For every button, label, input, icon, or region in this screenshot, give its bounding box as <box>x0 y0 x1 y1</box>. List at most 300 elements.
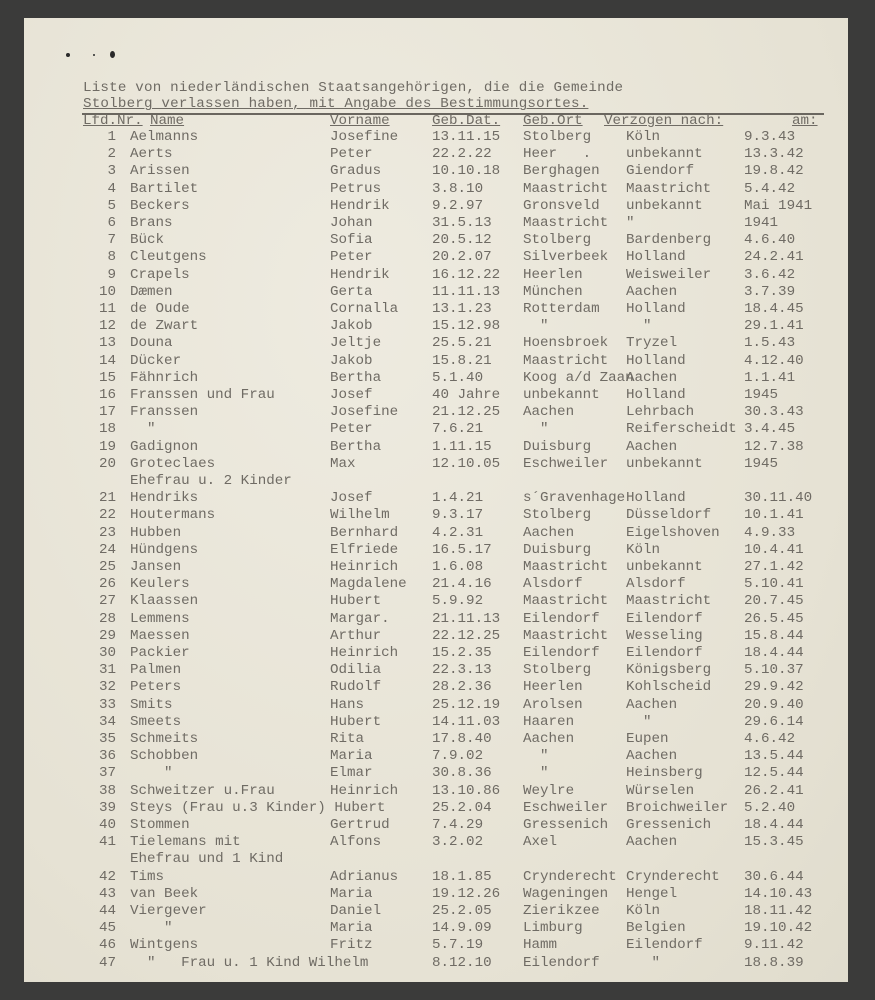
row-geb-ort: Duisburg <box>523 541 592 558</box>
row-geb-ort: Hamm <box>523 937 558 954</box>
table-row <box>0 370 875 387</box>
row-verzogen-nach: unbekannt <box>626 197 703 214</box>
row-name: Fähnrich <box>130 369 199 386</box>
row-verzogen-nach: Köln <box>626 541 661 558</box>
table-row <box>0 697 875 714</box>
row-verzogen-nach: Wesseling <box>626 627 703 644</box>
row-vorname: Petrus <box>330 180 382 197</box>
row-number: 45 <box>98 920 116 937</box>
row-verzogen-nach: unbekannt <box>626 146 703 163</box>
row-geb-ort: Aachen <box>523 524 575 541</box>
row-number: 12 <box>98 318 116 335</box>
header-geb-ort: Geb.Ort <box>523 113 583 129</box>
table-row <box>0 714 875 731</box>
row-note <box>0 851 875 868</box>
row-geb-ort: Maastricht <box>523 352 609 369</box>
row-geb-dat: 9.3.17 <box>432 507 484 524</box>
row-vorname: Jeltje <box>330 335 382 352</box>
row-name: Aelmanns <box>130 129 199 145</box>
row-vorname: Josefine <box>330 404 399 421</box>
row-vorname: Hans <box>330 696 365 713</box>
row-verzogen-nach: Hengel <box>626 885 678 902</box>
table-row <box>0 163 875 180</box>
row-am: 14.10.43 <box>744 885 813 902</box>
row-number: 21 <box>98 490 116 507</box>
row-geb-dat: 5.7.19 <box>432 937 484 954</box>
row-geb-ort: Hoensbroek <box>523 335 609 352</box>
row-geb-dat: 11.11.13 <box>432 283 501 300</box>
row-name: Schweitzer u.Frau <box>130 782 275 799</box>
row-number: 34 <box>98 713 116 730</box>
row-name: van Beek <box>130 885 199 902</box>
row-verzogen-nach: Köln <box>626 129 661 145</box>
row-am: 4.6.42 <box>744 731 796 747</box>
row-geb-dat: 15.12.98 <box>432 318 501 335</box>
row-geb-ort: Koog a/d Zaan <box>523 369 634 386</box>
row-verzogen-nach: Köln <box>626 903 661 919</box>
row-name: Tims <box>130 868 165 885</box>
row-vorname: Johan <box>330 215 373 231</box>
row-verzogen-nach: Eigelshoven <box>626 524 720 541</box>
row-geb-ort: Weylre <box>523 782 575 799</box>
row-am: 20.7.45 <box>744 593 804 610</box>
row-name: Bartilet <box>130 180 199 197</box>
row-geb-dat: 14.9.09 <box>432 920 492 937</box>
row-verzogen-nach: Aachen <box>626 369 678 386</box>
row-am: 10.1.41 <box>744 507 804 524</box>
table-row <box>0 129 875 146</box>
table-row <box>0 215 875 232</box>
row-number: 19 <box>98 438 116 455</box>
row-number: 43 <box>98 885 116 902</box>
row-geb-dat: 5.9.92 <box>432 593 484 610</box>
table-row <box>0 387 875 404</box>
row-number: 47 <box>98 954 116 971</box>
row-vorname: Max <box>330 455 356 472</box>
row-number: 7 <box>107 232 116 249</box>
row-geb-dat: 22.12.25 <box>432 627 501 644</box>
row-number: 30 <box>98 645 116 661</box>
row-am: 10.4.41 <box>744 541 804 558</box>
row-vorname: Margar. <box>330 610 390 627</box>
header-verzogen: Verzogen nach: <box>604 113 724 129</box>
table-row <box>0 679 875 696</box>
row-am: 5.2.40 <box>744 799 796 816</box>
row-verzogen-nach: Aachen <box>626 748 678 765</box>
row-number: 13 <box>98 335 116 352</box>
row-verzogen-nach: Holland <box>626 387 686 403</box>
table-row <box>0 146 875 163</box>
row-geb-dat: 13.1.23 <box>432 301 492 317</box>
table-row <box>0 937 875 954</box>
table-row <box>0 576 875 593</box>
table-row <box>0 456 875 473</box>
row-vorname: Rita <box>330 731 365 747</box>
row-vorname: Jakob <box>330 318 373 335</box>
row-geb-dat: 8.12.10 <box>432 954 492 971</box>
row-name: de Zwart <box>130 318 199 335</box>
row-vorname: Hubert <box>330 593 382 610</box>
row-geb-ort: Maastricht <box>523 627 609 644</box>
row-verzogen-nach: Holland <box>626 352 686 369</box>
row-name: Franssen <box>130 404 199 421</box>
row-number: 23 <box>98 524 116 541</box>
row-geb-ort: Maastricht <box>523 180 609 197</box>
row-number: 32 <box>98 679 116 696</box>
row-geb-ort: Maastricht <box>523 559 609 575</box>
row-geb-ort: Arolsen <box>523 696 583 713</box>
row-geb-dat: 1.11.15 <box>432 438 492 455</box>
row-am: 13.5.44 <box>744 748 804 765</box>
row-name: Klaassen <box>130 593 199 610</box>
row-geb-dat: 25.5.21 <box>432 335 492 352</box>
row-geb-ort: Axel <box>523 834 558 851</box>
row-geb-dat: 13.11.15 <box>432 129 501 145</box>
row-geb-dat: 40 Jahre <box>432 387 501 403</box>
row-vorname: Heinrich <box>330 782 399 799</box>
table-row <box>0 284 875 301</box>
table-row <box>0 628 875 645</box>
row-name: Schobben <box>130 748 199 765</box>
row-name: Hubben <box>130 524 182 541</box>
row-geb-ort: Heerlen <box>523 266 583 283</box>
row-vorname: Arthur <box>330 627 382 644</box>
row-name: Tielemans mit <box>130 834 241 851</box>
row-am: 29.9.42 <box>744 679 804 696</box>
row-number: 15 <box>98 369 116 386</box>
row-number: 8 <box>107 249 116 266</box>
table-row <box>0 593 875 610</box>
row-am: 1.5.43 <box>744 335 796 352</box>
row-verzogen-nach: " <box>626 318 652 335</box>
row-verzogen-nach: Weisweiler <box>626 266 712 283</box>
row-number: 9 <box>107 266 116 283</box>
row-am: 18.4.45 <box>744 301 804 317</box>
row-note-text: Ehefrau und 1 Kind <box>130 851 284 868</box>
table-row <box>0 267 875 284</box>
row-geb-dat: 1.6.08 <box>432 559 484 575</box>
row-geb-dat: 1.4.21 <box>432 490 484 507</box>
row-geb-ort: Alsdorf <box>523 576 583 593</box>
row-vorname: Sofia <box>330 232 373 249</box>
row-vorname: Maria <box>330 885 373 902</box>
row-am: 18.4.44 <box>744 817 804 833</box>
table-row <box>0 645 875 662</box>
row-verzogen-nach: " <box>626 954 661 971</box>
row-geb-dat: 22.2.22 <box>432 146 492 163</box>
row-geb-dat: 7.6.21 <box>432 421 484 438</box>
row-geb-ort: Crynderecht <box>523 868 617 885</box>
row-am: 20.9.40 <box>744 696 804 713</box>
row-verzogen-nach: unbekannt <box>626 559 703 575</box>
row-verzogen-nach: Düsseldorf <box>626 507 712 524</box>
table-row <box>0 301 875 318</box>
row-name: Maessen <box>130 627 190 644</box>
table-row <box>0 181 875 198</box>
table-row <box>0 525 875 542</box>
row-verzogen-nach: Eilendorf <box>626 937 703 954</box>
row-name: " <box>130 421 156 438</box>
row-name: Houtermans <box>130 507 216 524</box>
row-vorname: Hubert <box>330 713 382 730</box>
row-name: " <box>130 920 173 937</box>
document-title-line-1: Liste von niederländischen Staatsangehörigen, die die Gemeinde <box>83 80 624 96</box>
row-geb-dat: 15.8.21 <box>432 352 492 369</box>
row-geb-dat: 3.2.02 <box>432 834 484 851</box>
row-am: Mai 1941 <box>744 197 813 214</box>
row-number: 46 <box>98 937 116 954</box>
row-geb-dat: 21.11.13 <box>432 610 501 627</box>
row-verzogen-nach: Bardenberg <box>626 232 712 249</box>
row-geb-dat: 19.12.26 <box>432 885 501 902</box>
row-verzogen-nach: Kohlscheid <box>626 679 712 696</box>
row-am: 18.4.44 <box>744 645 804 661</box>
table-row <box>0 404 875 421</box>
row-verzogen-nach: Holland <box>626 301 686 317</box>
row-name: Lemmens <box>130 610 190 627</box>
row-name: Franssen und Frau <box>130 387 275 403</box>
row-number: 14 <box>98 352 116 369</box>
row-name: Stommen <box>130 817 190 833</box>
header-geb-dat: Geb.Dat. <box>432 113 501 129</box>
row-am: 19.10.42 <box>744 920 813 937</box>
row-vorname: Fritz <box>330 937 373 954</box>
row-number: 31 <box>98 662 116 679</box>
row-name: Crapels <box>130 266 190 283</box>
row-name: Hündgens <box>130 541 199 558</box>
row-geb-ort: Eschweiler <box>523 455 609 472</box>
row-number: 16 <box>98 387 116 403</box>
row-name: " Frau u. 1 Kind Wilhelm <box>130 954 369 971</box>
row-vorname: Heinrich <box>330 559 399 575</box>
row-vorname: Heinrich <box>330 645 399 661</box>
row-vorname: Gertrud <box>330 817 390 833</box>
row-geb-ort: Eilendorf <box>523 645 600 661</box>
row-am: 4.12.40 <box>744 352 804 369</box>
row-vorname: Maria <box>330 920 373 937</box>
row-name: Brans <box>130 215 173 231</box>
row-verzogen-nach: Würselen <box>626 782 695 799</box>
row-geb-dat: 9.2.97 <box>432 197 484 214</box>
table-row <box>0 559 875 576</box>
row-geb-dat: 7.9.02 <box>432 748 484 765</box>
row-am: 9.3.43 <box>744 129 796 145</box>
row-geb-ort: Heerlen <box>523 679 583 696</box>
table-row <box>0 507 875 524</box>
row-am: 30.6.44 <box>744 868 804 885</box>
row-geb-ort: Stolberg <box>523 232 592 249</box>
row-geb-ort: Aachen <box>523 731 575 747</box>
row-am: 9.11.42 <box>744 937 804 954</box>
row-vorname: Magdalene <box>330 576 407 593</box>
row-geb-ort: " <box>523 748 549 765</box>
row-number: 1 <box>107 129 116 145</box>
table-row <box>0 783 875 800</box>
row-number: 17 <box>98 404 116 421</box>
row-number: 28 <box>98 610 116 627</box>
row-verzogen-nach: Broichweiler <box>626 799 729 816</box>
row-verzogen-nach: Aachen <box>626 283 678 300</box>
row-verzogen-nach: Crynderecht <box>626 868 720 885</box>
row-verzogen-nach: Aachen <box>626 834 678 851</box>
row-vorname: Rudolf <box>330 679 382 696</box>
row-geb-ort: Rotterdam <box>523 301 600 317</box>
row-vorname: Odilia <box>330 662 382 679</box>
row-geb-ort: München <box>523 283 583 300</box>
row-geb-ort: Stolberg <box>523 507 592 524</box>
row-am: 12.7.38 <box>744 438 804 455</box>
row-geb-dat: 31.5.13 <box>432 215 492 231</box>
row-am: 1945 <box>744 387 779 403</box>
row-name: de Oude <box>130 301 190 317</box>
table-row <box>0 662 875 679</box>
row-geb-ort: Silverbeek <box>523 249 609 266</box>
row-name: Viergever <box>130 903 207 919</box>
table-row <box>0 542 875 559</box>
row-vorname: Peter <box>330 146 373 163</box>
row-name: Gadignon <box>130 438 199 455</box>
row-number: 29 <box>98 627 116 644</box>
row-am: 5.10.37 <box>744 662 804 679</box>
table-row <box>0 611 875 628</box>
row-geb-dat: 21.12.25 <box>432 404 501 421</box>
row-vorname: Bertha <box>330 369 382 386</box>
row-am: 1945 <box>744 455 779 472</box>
table-row <box>0 920 875 937</box>
row-geb-ort: Wageningen <box>523 885 609 902</box>
row-geb-dat: 14.11.03 <box>432 713 501 730</box>
row-verzogen-nach: Lehrbach <box>626 404 695 421</box>
row-vorname: Gradus <box>330 163 382 180</box>
row-am: 26.2.41 <box>744 782 804 799</box>
row-vorname: Hendrik <box>330 266 390 283</box>
row-number: 38 <box>98 782 116 799</box>
row-vorname: Adrianus <box>330 868 399 885</box>
row-name: Hendriks <box>130 490 199 507</box>
row-am: 12.5.44 <box>744 765 804 782</box>
row-name: Schmeits <box>130 731 199 747</box>
row-vorname: Josef <box>330 490 373 507</box>
row-name: Beckers <box>130 197 190 214</box>
row-am: 3.7.39 <box>744 283 796 300</box>
row-geb-ort: " <box>523 421 549 438</box>
row-geb-dat: 17.8.40 <box>432 731 492 747</box>
row-geb-dat: 25.2.04 <box>432 799 492 816</box>
row-number: 25 <box>98 559 116 575</box>
row-number: 10 <box>98 283 116 300</box>
row-geb-ort: Haaren <box>523 713 575 730</box>
row-am: 3.6.42 <box>744 266 796 283</box>
row-number: 4 <box>107 180 116 197</box>
header-name: Name <box>150 113 185 129</box>
row-geb-ort: Duisburg <box>523 438 592 455</box>
row-geb-dat: 28.2.36 <box>432 679 492 696</box>
row-vorname: Hendrik <box>330 197 390 214</box>
row-am: 24.2.41 <box>744 249 804 266</box>
row-number: 27 <box>98 593 116 610</box>
row-am: 27.1.42 <box>744 559 804 575</box>
row-name: Bück <box>130 232 165 249</box>
row-number: 22 <box>98 507 116 524</box>
row-number: 40 <box>98 817 116 833</box>
row-number: 5 <box>107 197 116 214</box>
row-name: Jansen <box>130 559 182 575</box>
table-row <box>0 198 875 215</box>
row-geb-ort: Limburg <box>523 920 583 937</box>
row-verzogen-nach: Belgien <box>626 920 686 937</box>
row-am: 15.3.45 <box>744 834 804 851</box>
row-geb-ort: s´Gravenhage <box>523 490 626 507</box>
row-verzogen-nach: Alsdorf <box>626 576 686 593</box>
row-geb-dat: 20.2.07 <box>432 249 492 266</box>
row-number: 35 <box>98 731 116 747</box>
row-name: Dücker <box>130 352 182 369</box>
row-geb-ort: Berghagen <box>523 163 600 180</box>
row-vorname: Peter <box>330 421 373 438</box>
row-am: 29.1.41 <box>744 318 804 335</box>
row-geb-dat: 30.8.36 <box>432 765 492 782</box>
table-row <box>0 318 875 335</box>
row-vorname: Wilhelm <box>330 507 390 524</box>
row-am: 15.8.44 <box>744 627 804 644</box>
row-name: Keulers <box>130 576 190 593</box>
row-vorname: Jakob <box>330 352 373 369</box>
row-am: 29.6.14 <box>744 713 804 730</box>
row-verzogen-nach: Eupen <box>626 731 669 747</box>
table-row <box>0 439 875 456</box>
row-vorname: Josefine <box>330 129 399 145</box>
row-geb-dat: 15.2.35 <box>432 645 492 661</box>
row-number: 6 <box>107 215 116 231</box>
table-row <box>0 834 875 851</box>
row-geb-ort: Aachen <box>523 404 575 421</box>
row-verzogen-nach: Eilendorf <box>626 645 703 661</box>
row-geb-dat: 13.10.86 <box>432 782 501 799</box>
row-vorname: Bernhard <box>330 524 399 541</box>
table-row <box>0 353 875 370</box>
row-verzogen-nach: Holland <box>626 249 686 266</box>
row-number: 33 <box>98 696 116 713</box>
row-vorname: Alfons <box>330 834 382 851</box>
row-geb-ort: Zierikzee <box>523 903 600 919</box>
row-geb-ort: Eilendorf <box>523 610 600 627</box>
row-am: 4.9.33 <box>744 524 796 541</box>
row-vorname: Maria <box>330 748 373 765</box>
row-vorname: Elmar <box>330 765 373 782</box>
row-verzogen-nach: " <box>626 713 652 730</box>
row-geb-dat: 10.10.18 <box>432 163 501 180</box>
table-row <box>0 232 875 249</box>
row-am: 26.5.45 <box>744 610 804 627</box>
row-name: Aerts <box>130 146 173 163</box>
row-geb-dat: 5.1.40 <box>432 369 484 386</box>
row-vorname: Cornalla <box>330 301 399 317</box>
row-am: 13.3.42 <box>744 146 804 163</box>
row-geb-dat: 21.4.16 <box>432 576 492 593</box>
row-am: 18.11.42 <box>744 903 813 919</box>
row-am: 5.4.42 <box>744 180 796 197</box>
row-geb-ort: Maastricht <box>523 215 609 231</box>
row-name: Palmen <box>130 662 182 679</box>
table-row <box>0 335 875 352</box>
row-verzogen-nach: Aachen <box>626 696 678 713</box>
table-row <box>0 869 875 886</box>
row-verzogen-nach: Aachen <box>626 438 678 455</box>
row-am: 5.10.41 <box>744 576 804 593</box>
row-name: Groteclaes <box>130 455 216 472</box>
table-row <box>0 903 875 920</box>
row-am: 3.4.45 <box>744 421 796 438</box>
